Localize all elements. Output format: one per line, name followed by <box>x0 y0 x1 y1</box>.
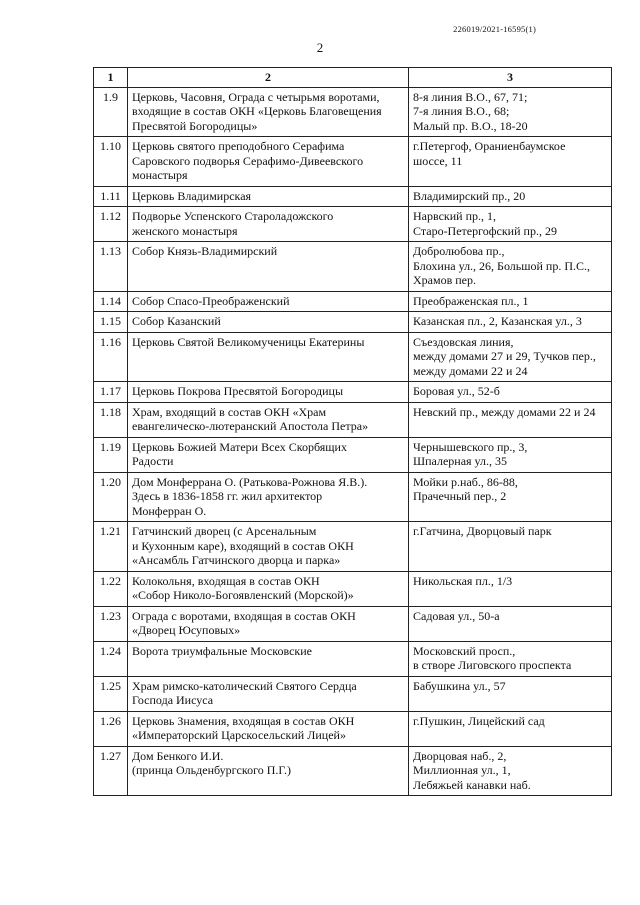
object-name-cell <box>128 332 409 382</box>
object-address-cell <box>409 571 612 606</box>
table-row <box>94 746 612 796</box>
object-address-line: Чернышевского пр., 3, <box>413 439 528 454</box>
object-address-line: Преображенская пл., 1 <box>413 293 529 308</box>
table-row <box>94 332 612 382</box>
object-name-cell <box>128 207 409 242</box>
row-number: 1.21 <box>94 522 128 572</box>
object-address-cell <box>409 207 612 242</box>
object-address-line: Невский пр., между домами 22 и 24 <box>413 404 596 419</box>
object-name-cell <box>128 312 409 333</box>
object-name-line: (принца Ольденбургского П.Г.) <box>132 763 291 777</box>
object-address-line: Миллионная ул., 1, <box>413 763 511 777</box>
table-header-row <box>94 68 612 88</box>
object-name-line: «Императорский Царскосельский Лицей» <box>132 728 346 742</box>
row-number: 1.11 <box>94 186 128 207</box>
row-number: 1.17 <box>94 382 128 403</box>
object-address-line: Съездовская линия, <box>413 334 514 349</box>
object-name-cell <box>128 571 409 606</box>
object-name-line: «Собор Николо-Богоявленский (Морской)» <box>132 588 354 602</box>
column-header-name: 2 <box>128 68 409 88</box>
row-number: 1.20 <box>94 472 128 522</box>
object-address-cell <box>409 437 612 472</box>
object-name-cell <box>128 291 409 312</box>
table-row <box>94 571 612 606</box>
table-row <box>94 242 612 292</box>
object-name-line: Храм римско-католический Святого Сердца <box>132 678 357 693</box>
table-row <box>94 606 612 641</box>
object-name-line: Собор Князь-Владимирский <box>132 244 278 258</box>
object-name-line: Дом Монферрана О. (Ратькова-Рожнова Я.В.). <box>132 474 368 489</box>
object-name-line: Саровского подворья Серафимо-Дивеевского <box>132 153 364 168</box>
object-name-line: «Ансамбль Гатчинского дворца и парка» <box>132 553 341 567</box>
object-name-cell <box>128 437 409 472</box>
object-name-cell <box>128 641 409 676</box>
object-address-line: г.Петергоф, Ораниенбаумское <box>413 139 566 153</box>
object-name-line: Здесь в 1836-1858 гг. жил архитектор <box>132 489 323 503</box>
object-address-line: Лебяжьей канавки наб. <box>413 777 531 792</box>
object-address-cell <box>409 746 612 796</box>
table-row <box>94 676 612 711</box>
row-number: 1.9 <box>94 87 128 137</box>
object-name-cell <box>128 382 409 403</box>
object-address-line: Прачечный пер., 2 <box>413 489 507 503</box>
row-number: 1.12 <box>94 207 128 242</box>
object-address-line: Владимирский пр., 20 <box>413 188 526 203</box>
row-number: 1.16 <box>94 332 128 382</box>
object-address-cell <box>409 472 612 522</box>
page-number: 2 <box>316 40 324 55</box>
object-name-line: Собор Спасо-Преображенский <box>132 293 290 308</box>
row-number: 1.19 <box>94 437 128 472</box>
object-address-line: Никольская пл., 1/3 <box>413 573 513 588</box>
object-name-cell <box>128 402 409 437</box>
row-number: 1.27 <box>94 746 128 796</box>
object-name-line: и Кухонным каре), входящий в состав ОКН <box>132 538 354 553</box>
object-name-line: Подворье Успенского Староладожского <box>132 209 334 223</box>
object-address-cell <box>409 711 612 746</box>
table-row <box>94 207 612 242</box>
row-number: 1.26 <box>94 711 128 746</box>
object-address-line: Малый пр. В.О., 18-20 <box>413 118 528 133</box>
object-address-cell <box>409 186 612 207</box>
object-address-line: г.Гатчина, Дворцовый парк <box>413 524 552 538</box>
object-name-line: женского монастыря <box>132 223 238 238</box>
object-name-cell <box>128 242 409 292</box>
row-number: 1.24 <box>94 641 128 676</box>
object-name-line: Пресвятой Богородицы» <box>132 118 258 133</box>
object-name-line: Церковь Владимирская <box>132 188 252 203</box>
heritage-objects-table <box>93 67 612 796</box>
object-name-line: Господа Иисуса <box>132 693 214 707</box>
object-address-line: Казанская пл., 2, Казанская ул., 3 <box>413 314 582 328</box>
object-address-cell <box>409 137 612 187</box>
object-address-cell <box>409 641 612 676</box>
object-address-cell <box>409 402 612 437</box>
object-name-line: Церковь Божией Матери Всех Скорбящих <box>132 439 347 454</box>
object-address-line: 8-я линия В.О., 67, 71; <box>413 89 528 104</box>
table-row <box>94 312 612 333</box>
object-name-line: Дом Бенкого И.И. <box>132 748 224 763</box>
object-address-cell <box>409 382 612 403</box>
object-address-line: Бабушкина ул., 57 <box>413 678 506 693</box>
object-name-line: входящие в состав ОКН «Церковь Благовещения <box>132 104 382 118</box>
object-address-line: в створе Лиговского проспекта <box>413 658 572 672</box>
object-address-line: Боровая ул., 52-б <box>413 384 500 398</box>
object-address-line: Нарвский пр., 1, <box>413 209 497 223</box>
object-address-cell <box>409 522 612 572</box>
table-row <box>94 186 612 207</box>
row-number: 1.14 <box>94 291 128 312</box>
object-name-line: Церковь Святой Великомученицы Екатерины <box>132 334 365 349</box>
row-number: 1.22 <box>94 571 128 606</box>
object-address-line: Добролюбова пр., <box>413 244 505 258</box>
object-name-cell <box>128 746 409 796</box>
object-address-line: г.Пушкин, Лицейский сад <box>413 713 545 728</box>
row-number: 1.15 <box>94 312 128 333</box>
object-name-line: Церковь святого преподобного Серафима <box>132 139 345 153</box>
column-header-number: 1 <box>94 68 128 88</box>
object-address-line: Московский просп., <box>413 643 516 658</box>
object-address-cell <box>409 332 612 382</box>
table-row <box>94 437 612 472</box>
object-name-line: «Дворец Юсуповых» <box>132 623 241 637</box>
object-name-line: Церковь Знамения, входящая в состав ОКН <box>132 713 355 728</box>
row-number: 1.18 <box>94 402 128 437</box>
object-name-cell <box>128 522 409 572</box>
object-name-line: Церковь Покрова Пресвятой Богородицы <box>132 384 344 398</box>
object-name-cell <box>128 87 409 137</box>
object-name-line: Ворота триумфальные Московские <box>132 643 313 658</box>
object-address-line: между домами 22 и 24 <box>413 363 528 378</box>
table-row <box>94 291 612 312</box>
object-name-line: Церковь, Часовня, Ограда с четырьмя воротами, <box>132 89 380 104</box>
object-name-line: Колокольня, входящая в состав ОКН <box>132 573 320 588</box>
object-address-line: Блохина ул., 26, Большой пр. П.С., <box>413 258 590 273</box>
object-address-cell <box>409 312 612 333</box>
column-header-address: 3 <box>409 68 612 88</box>
object-address-line: Дворцовая наб., 2, <box>413 748 507 763</box>
table-row <box>94 87 612 137</box>
object-name-cell <box>128 711 409 746</box>
object-name-line: евангелическо-лютеранский Апостола Петра» <box>132 419 369 433</box>
table-row <box>94 137 612 187</box>
object-name-line: Собор Казанский <box>132 314 221 328</box>
table-row <box>94 402 612 437</box>
object-address-line: между домами 27 и 29, Тучков пер., <box>413 349 596 363</box>
object-name-cell <box>128 186 409 207</box>
object-name-cell <box>128 137 409 187</box>
object-name-line: Храм, входящий в состав ОКН «Храм <box>132 404 327 419</box>
table-row <box>94 382 612 403</box>
object-address-cell <box>409 676 612 711</box>
object-address-line: Храмов пер. <box>413 273 476 287</box>
row-number: 1.23 <box>94 606 128 641</box>
row-number: 1.25 <box>94 676 128 711</box>
object-name-cell <box>128 606 409 641</box>
object-name-cell <box>128 472 409 522</box>
row-number: 1.13 <box>94 242 128 292</box>
object-address-line: Шпалерная ул., 35 <box>413 454 508 468</box>
document-registration-number: 226019/2021-16595(1) <box>453 24 536 34</box>
table-row <box>94 641 612 676</box>
object-address-cell <box>409 291 612 312</box>
object-name-line: Ограда с воротами, входящая в состав ОКН <box>132 608 356 623</box>
table-row <box>94 522 612 572</box>
object-address-cell <box>409 242 612 292</box>
object-address-line: 7-я линия В.О., 68; <box>413 104 510 118</box>
row-number: 1.10 <box>94 137 128 187</box>
table-row <box>94 711 612 746</box>
object-address-cell <box>409 87 612 137</box>
object-address-line: шоссе, 11 <box>413 153 463 168</box>
object-name-line: Гатчинский дворец (с Арсенальным <box>132 524 317 538</box>
object-address-line: Старо-Петергофский пр., 29 <box>413 223 557 238</box>
object-name-line: Радости <box>132 454 174 468</box>
object-name-line: Монферран О. <box>132 503 207 518</box>
object-name-line: монастыря <box>132 168 188 182</box>
object-address-line: Садовая ул., 50-а <box>413 608 500 623</box>
object-name-cell <box>128 676 409 711</box>
table-row <box>94 472 612 522</box>
object-address-line: Мойки р.наб., 86-88, <box>413 474 518 489</box>
object-address-cell <box>409 606 612 641</box>
